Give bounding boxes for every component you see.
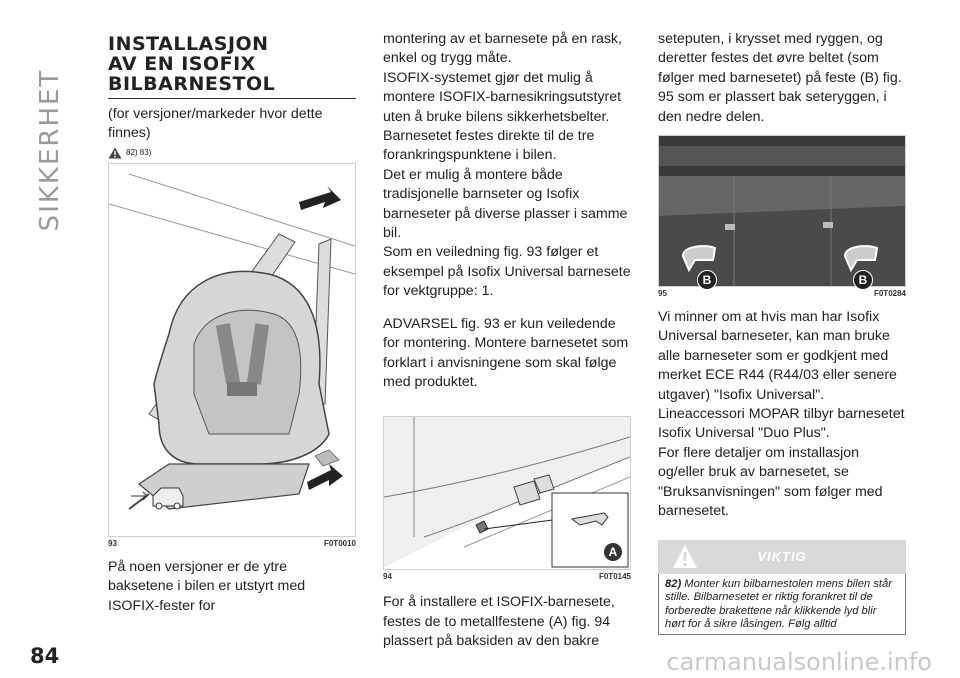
important-notice-header: [658, 540, 906, 574]
figure-94-caption: [383, 570, 631, 581]
title-line-1: INSTALLASJON: [108, 33, 269, 55]
col2-paragraph-1: montering av et barnesete på en rask, enkel og trygg måte.: [383, 31, 622, 67]
title-line-3: BILBARNESTOL: [108, 73, 276, 95]
section-title: [108, 34, 356, 99]
important-notice-body: [658, 574, 906, 635]
col3-paragraph-1: seteputen, i krysset med ryggen, og deretter festes det øvre beltet (som følger med barnesetet) på feste (B) fig. 95 som er plassert bak seteryggen, i den nedre delen.: [658, 31, 902, 125]
figure-95-caption: [658, 287, 906, 298]
figure-93-caption: [108, 537, 356, 548]
col3-paragraph-2: Vi minner om at hvis man har Isofix Universal barneseter, kan man bruke alle barneseter som er godkjent med merket ECE R44 (R44/03 eller senere utgaver) "Isofix Universal".: [658, 309, 897, 403]
watermark: carmanualsonline.info: [666, 648, 932, 676]
column-3: [658, 30, 906, 635]
col3-paragraph-3: Lineaccessori MOPAR tilbyr barnesetet Isofix Universal "Duo Plus".: [658, 406, 905, 442]
figure-94-code: F0T0145: [598, 572, 631, 582]
figure-95-number: 95: [658, 289, 667, 299]
figure-95-code: F0T0284: [873, 289, 906, 299]
section-subtitle: (for versjoner/markeder hvor dette finnes): [108, 106, 323, 142]
isofix-anchor-illustration: [384, 417, 630, 569]
column-1: [108, 30, 356, 616]
figure-95: [658, 135, 906, 287]
col2-paragraph-2: ISOFIX-systemet gjør det mulig å montere ISOFIX-barnesikringsutstyret uten å bruke bilens sikkerhetsbelter.: [383, 69, 622, 125]
warning-refs: [108, 147, 356, 159]
warning-icon: [108, 147, 122, 159]
child-seat-illustration: [109, 164, 355, 536]
important-notice-heading: VIKTIG: [757, 549, 807, 564]
title-line-2: AV EN ISOFIX: [108, 53, 256, 75]
col2-paragraph-3: Barnesetet festes direkte til de tre forankringspunktene i bilen.: [383, 128, 595, 164]
section-side-label: SIKKERHET: [35, 68, 65, 232]
figure-93-code: F0T0010: [323, 538, 356, 548]
figure-93-number: 93: [108, 538, 117, 548]
col2-paragraph-7: For å installere et ISOFIX-barnesete, festes de to metallfestene (A) fig. 94 plassert på baksiden av den bakre: [383, 594, 615, 650]
figure-94-number: 94: [383, 572, 392, 582]
col2-paragraph-4: Det er mulig å montere både tradisjonelle barnseter og Isofix barneseter på diverse plasser i samme bil.: [383, 166, 628, 242]
label-b-badge-right: B: [853, 270, 873, 290]
warning-triangle-icon: [672, 544, 698, 570]
figure-94: [383, 416, 631, 570]
col3-paragraph-4: For flere detaljer om installasjon og/eller bruk av barnesetet, se "Bruksanvisningen" som følger med barnesetet.: [658, 444, 883, 520]
col1-paragraph-1: På noen versjoner er de ytre baksetene i bilen er utstyrt med ISOFIX-fester for: [108, 558, 306, 614]
col2-warning-paragraph: ADVARSEL fig. 93 er kun veiledende for montering. Montere barnesetet som forklart i anvisningene som skal følge med produktet.: [383, 315, 629, 390]
top-tether-anchor-illustration: [659, 136, 905, 286]
label-a-badge: A: [604, 543, 622, 561]
figure-93: [108, 163, 356, 537]
label-b-badge-left: B: [697, 270, 717, 290]
important-notice-ref: 82): [665, 577, 682, 590]
page-number: 84: [30, 644, 60, 668]
important-notice-text: Monter kun bilbarnestolen mens bilen står stille. Bilbarnesetet er riktig forankret til de forberedte brakettene når klikkende lyd blir hørt for å sikre låsingen. Følg alltid: [665, 577, 892, 631]
col2-paragraph-5: Som en veiledning fig. 93 følger et eksempel på Isofix Universal barnesete for vektgruppe: 1.: [383, 244, 631, 300]
warning-ref-numbers: 82) 83): [126, 148, 152, 158]
important-notice: [658, 540, 906, 635]
column-2: [383, 30, 631, 652]
